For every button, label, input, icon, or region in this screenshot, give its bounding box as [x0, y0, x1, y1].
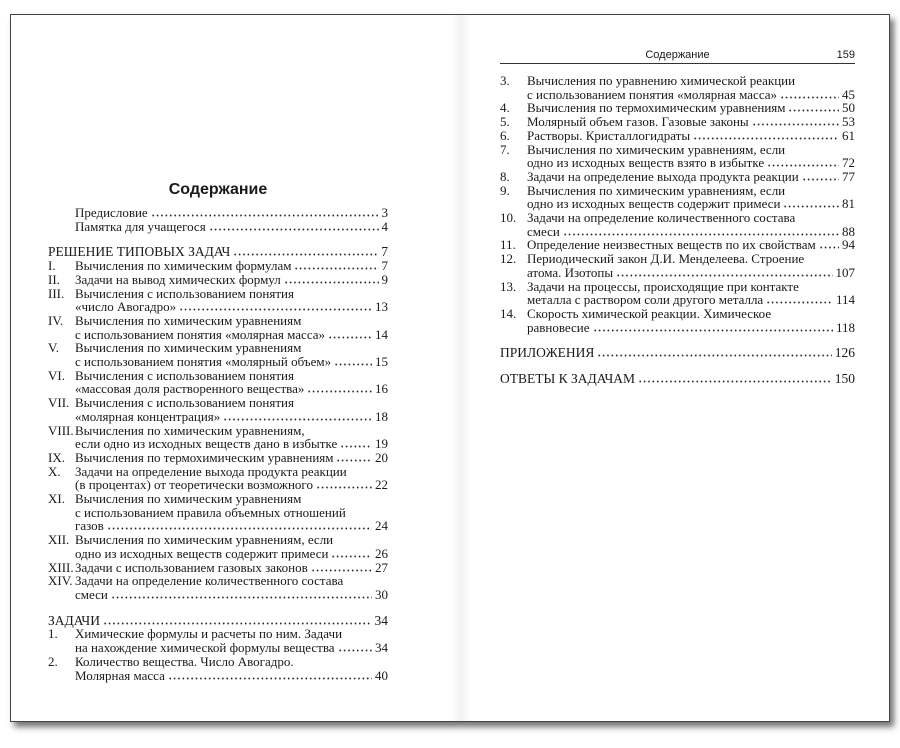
toc-entry[interactable] — [500, 170, 855, 184]
entry-last-line — [75, 206, 388, 220]
entry-page-number: 20 — [375, 449, 388, 465]
entry-number: 1. — [48, 626, 58, 642]
entry-body — [500, 346, 855, 360]
entry-body — [48, 245, 388, 259]
entry-last-line — [527, 238, 855, 252]
entry-body — [527, 280, 855, 307]
entry-body — [527, 211, 855, 238]
toc-entry[interactable] — [500, 211, 855, 238]
entry-title-line: Вычисления по химическим уравнениям, если — [527, 141, 786, 157]
entry-page-number: 40 — [375, 667, 388, 683]
toc-entry[interactable] — [48, 273, 388, 287]
entry-last-line — [75, 561, 388, 575]
entry-page-number: 22 — [375, 477, 388, 493]
entry-body — [527, 252, 855, 279]
book-gutter — [451, 15, 471, 721]
toc-entry[interactable] — [500, 280, 855, 307]
entry-title-line: одно из исходных веществ содержит примеси — [527, 196, 781, 212]
entry-number: 9. — [500, 182, 510, 198]
dot-leader — [209, 222, 379, 231]
dot-leader — [338, 643, 372, 652]
entry-body — [75, 220, 388, 234]
toc-entry[interactable] — [500, 129, 855, 143]
dot-leader — [616, 268, 832, 277]
entry-number: IV. — [48, 312, 64, 328]
entry-last-line — [75, 328, 388, 342]
entry-title-line: Молярный объем газов. Газовые законы — [527, 114, 749, 130]
entry-page-number: 24 — [375, 518, 388, 534]
entry-title-line: атома. Изотопы — [527, 264, 614, 280]
dot-leader — [223, 412, 372, 421]
entry-title-line: газов — [75, 518, 104, 534]
entry-title-line: с использованием понятия «молярная масса» — [75, 326, 326, 342]
entry-last-line — [75, 588, 388, 602]
toc-entry[interactable] — [48, 206, 388, 220]
entry-body — [75, 574, 388, 601]
entry-body — [75, 627, 388, 654]
entry-title-line: Предисловие — [75, 205, 148, 220]
entry-page-number: 45 — [842, 86, 855, 102]
entry-body — [527, 184, 855, 211]
toc-entry[interactable] — [500, 184, 855, 211]
entry-number: VI. — [48, 367, 65, 383]
entry-page-number: 18 — [375, 408, 388, 424]
dot-leader — [151, 208, 379, 217]
entry-title-line: Вычисления по химическим уравнениям — [75, 312, 302, 328]
entry-body — [527, 143, 855, 170]
entry-body — [75, 424, 388, 451]
entry-page-number: 150 — [834, 371, 855, 387]
entry-page-number: 16 — [375, 381, 388, 397]
entry-title-line: Задачи на определение выхода продукта реакции — [527, 168, 799, 184]
entry-title-line: ЗАДАЧИ — [48, 612, 100, 628]
dot-leader — [767, 158, 839, 167]
entry-last-line — [527, 101, 855, 115]
entry-body — [75, 561, 388, 575]
entry-title-line: Скорость химической реакции. Химическое — [527, 305, 772, 321]
entry-title-line: одно из исходных веществ содержит примеси — [75, 545, 329, 561]
entry-title-line: Молярная масса — [75, 667, 165, 683]
entry-body — [75, 259, 388, 273]
entry-title-line: Определение неизвестных веществ по их свойствам — [527, 237, 816, 253]
toc-entry[interactable] — [500, 252, 855, 279]
entry-last-line — [527, 197, 855, 211]
entry-number: VIII. — [48, 422, 74, 438]
entry-last-line — [527, 170, 855, 184]
dot-leader — [819, 240, 839, 249]
entry-number: X. — [48, 463, 61, 479]
entry-page-number: 27 — [375, 559, 388, 575]
entry-number: 5. — [500, 114, 510, 130]
toc-list-right — [500, 74, 855, 386]
dot-leader — [780, 90, 839, 99]
toc-entry[interactable] — [48, 259, 388, 273]
entry-title-line: Вычисления по химическим уравнениям — [75, 340, 302, 356]
toc-entry[interactable] — [500, 238, 855, 252]
entry-last-line — [75, 259, 388, 273]
dot-leader — [307, 384, 372, 393]
entry-title-line: «молярная концентрация» — [75, 408, 221, 424]
entry-number: II. — [48, 271, 60, 287]
entry-number: I. — [48, 258, 56, 274]
toc-entry[interactable] — [48, 533, 388, 560]
entry-body — [75, 369, 388, 396]
entry-number: V. — [48, 340, 59, 356]
dot-leader — [336, 453, 372, 462]
toc-entry[interactable] — [48, 492, 388, 533]
entry-title-line: РЕШЕНИЕ ТИПОВЫХ ЗАДАЧ — [48, 244, 231, 260]
dot-leader — [802, 172, 839, 181]
entry-title-line: Вычисления по химическим уравнениям, если — [527, 182, 786, 198]
toc-entry[interactable] — [48, 561, 388, 575]
entry-page-number: 3 — [381, 205, 388, 220]
entry-last-line — [75, 355, 388, 369]
entry-page-number: 94 — [842, 237, 855, 253]
left-page-contents — [48, 180, 388, 682]
entry-last-line — [527, 115, 855, 129]
dot-leader — [334, 357, 372, 366]
entry-number: XIV. — [48, 573, 73, 589]
entry-number: 4. — [500, 100, 510, 116]
toc-entry[interactable] — [500, 143, 855, 170]
entry-body — [527, 101, 855, 115]
entry-title-line: смеси — [75, 586, 108, 602]
entry-title-line: ОТВЕТЫ К ЗАДАЧАМ — [500, 371, 635, 387]
entry-page-number: 118 — [835, 319, 855, 335]
entry-body — [527, 307, 855, 334]
dot-leader — [111, 590, 372, 599]
entry-title-line: металла с раствором соли другого металла — [527, 292, 764, 308]
entry-title-line: Задачи на определение выхода продукта реакции — [75, 463, 347, 479]
entry-body — [75, 655, 388, 682]
entry-page-number: 13 — [375, 299, 388, 315]
dot-leader — [752, 117, 839, 126]
entry-page-number: 61 — [842, 127, 855, 143]
entry-number: 2. — [48, 653, 58, 669]
dot-leader — [693, 131, 839, 140]
entry-number: 14. — [500, 305, 517, 321]
entry-body — [48, 614, 388, 628]
entry-last-line — [75, 478, 388, 492]
entry-body — [527, 115, 855, 129]
entry-body — [75, 396, 388, 423]
entry-page-number: 53 — [842, 114, 855, 130]
entry-last-line — [500, 372, 855, 386]
entry-page-number: 34 — [375, 640, 388, 656]
toc-entry[interactable] — [48, 451, 388, 465]
entry-body — [75, 206, 388, 220]
entry-last-line — [75, 382, 388, 396]
entry-page-number: 15 — [375, 354, 388, 370]
entry-last-line — [75, 641, 388, 655]
entry-title-line: смеси — [527, 223, 560, 239]
entry-last-line — [75, 451, 388, 465]
running-head — [500, 49, 855, 64]
entry-title-line: Вычисления по термохимическим уравнениям — [527, 100, 786, 116]
entry-page-number: 30 — [375, 586, 388, 602]
entry-title-line: Вычисления по химическим уравнениям, — [75, 422, 305, 438]
entry-body — [75, 273, 388, 287]
entry-title-line: Вычисления по термохимическим уравнениям — [75, 449, 334, 465]
dot-leader — [284, 275, 379, 284]
dot-leader — [788, 103, 839, 112]
entry-page-number: 4 — [381, 218, 388, 234]
entry-title-line: с использованием понятия «молярная масса» — [527, 86, 778, 102]
entry-title-line: «массовая доля растворенного вещества» — [75, 381, 305, 397]
entry-title-line: Задачи на вывод химических формул — [75, 271, 281, 287]
entry-number: 10. — [500, 210, 517, 226]
entry-last-line — [75, 669, 388, 683]
toc-entry[interactable] — [48, 314, 388, 341]
entry-page-number: 72 — [842, 155, 855, 171]
toc-entry[interactable] — [48, 396, 388, 423]
entry-last-line — [75, 547, 388, 561]
entry-last-line — [527, 321, 855, 335]
entry-title-line: Вычисления по химическим формулам — [75, 258, 292, 274]
entry-page-number: 126 — [834, 345, 855, 361]
entry-body — [75, 465, 388, 492]
entry-body — [75, 533, 388, 560]
toc-entry[interactable] — [500, 74, 855, 101]
entry-title-line: одно из исходных веществ взято в избытке — [527, 155, 765, 171]
entry-number: XII. — [48, 532, 70, 548]
entry-body — [500, 372, 855, 386]
entry-number — [48, 206, 75, 220]
entry-last-line — [48, 614, 388, 628]
toc-section[interactable] — [48, 245, 388, 259]
entry-body — [527, 170, 855, 184]
entry-title-line: Задачи на определение количественного состава — [75, 573, 344, 589]
toc-entry[interactable] — [48, 369, 388, 396]
entry-body — [75, 451, 388, 465]
entry-last-line — [527, 156, 855, 170]
dot-leader — [107, 521, 372, 530]
entry-page-number: 114 — [835, 292, 855, 308]
entry-body — [75, 341, 388, 368]
entry-page-number: 14 — [375, 326, 388, 342]
entry-last-line — [527, 293, 855, 307]
toc-section[interactable] — [48, 614, 388, 628]
page-number: 159 — [836, 49, 855, 61]
entry-title-line: Вычисления с использованием понятия — [75, 395, 294, 411]
toc-entry[interactable] — [500, 101, 855, 115]
entry-title-line: Задачи на процессы, происходящие при контакте — [527, 278, 799, 294]
toc-entry[interactable] — [500, 307, 855, 334]
entry-body — [75, 287, 388, 314]
dot-leader — [168, 671, 372, 680]
entry-title-line: Периодический закон Д.И. Менделеева. Строение — [527, 251, 805, 267]
entry-page-number: 50 — [842, 100, 855, 116]
entry-page-number: 107 — [835, 264, 855, 280]
entry-title-line: если одно из исходных веществ дано в избытке — [75, 436, 338, 452]
entry-body — [75, 492, 388, 533]
entry-page-number: 88 — [842, 223, 855, 239]
toc-entry[interactable] — [48, 627, 388, 654]
entry-body — [527, 238, 855, 252]
dot-leader — [766, 295, 833, 304]
toc-section[interactable] — [500, 372, 855, 386]
entry-page-number: 81 — [842, 196, 855, 212]
entry-title-line: (в процентах) от теоретически возможного — [75, 477, 313, 493]
entry-number — [48, 220, 75, 234]
dot-leader — [593, 323, 833, 332]
entry-last-line — [75, 519, 388, 533]
toc-entry[interactable] — [48, 220, 388, 234]
entry-number: 8. — [500, 168, 510, 184]
toc-entry[interactable] — [500, 115, 855, 129]
entry-body — [75, 314, 388, 341]
entry-number: III. — [48, 285, 65, 301]
entry-title-line: Вычисления с использованием понятия — [75, 285, 294, 301]
entry-page-number: 34 — [374, 612, 388, 628]
entry-page-number: 9 — [381, 271, 388, 287]
entry-title-line: с использованием правила объемных отношений — [75, 504, 346, 520]
dot-leader — [597, 348, 831, 357]
entry-title-line: Задачи на определение количественного состава — [527, 210, 796, 226]
entry-last-line — [527, 266, 855, 280]
entry-last-line — [75, 437, 388, 451]
entry-number: 13. — [500, 278, 517, 294]
dot-leader — [103, 616, 372, 625]
dot-leader — [294, 261, 378, 270]
entry-last-line — [75, 273, 388, 287]
entry-page-number: 7 — [381, 244, 388, 260]
entry-last-line — [527, 225, 855, 239]
dot-leader — [563, 227, 839, 236]
entry-title-line: Вычисления по химическим уравнениям, если — [75, 532, 334, 548]
entry-page-number: 77 — [842, 168, 855, 184]
entry-title-line: Химические формулы и расчеты по ним. Задачи — [75, 626, 343, 642]
dot-leader — [331, 549, 372, 558]
entry-page-number: 26 — [375, 545, 388, 561]
entry-number: 7. — [500, 141, 510, 157]
dot-leader — [340, 439, 372, 448]
entry-title-line: Растворы. Кристаллогидраты — [527, 127, 691, 143]
entry-number: 6. — [500, 127, 510, 143]
toc-section[interactable] — [500, 346, 855, 360]
running-head-title: Содержание — [645, 49, 710, 61]
entry-last-line — [527, 88, 855, 102]
entry-title-line: Вычисления с использованием понятия — [75, 367, 294, 383]
entry-title-line: Вычисления по уравнению химической реакции — [527, 73, 796, 88]
entry-title-line: Памятка для учащегося — [75, 218, 206, 234]
entry-number: 3. — [500, 73, 510, 88]
entry-title-line: Количество вещества. Число Авогадро. — [75, 653, 294, 669]
dot-leader — [233, 247, 378, 256]
dot-leader — [638, 374, 832, 383]
toc-entry[interactable] — [48, 341, 388, 368]
entry-number: 11. — [500, 237, 516, 253]
dot-leader — [311, 563, 372, 572]
entry-last-line — [527, 129, 855, 143]
toc-list-left — [48, 206, 388, 682]
entry-title-line: равновесие — [527, 319, 590, 335]
entry-page-number: 7 — [381, 258, 388, 274]
entry-last-line — [500, 346, 855, 360]
entry-title-line: Вычисления по химическим уравнениям — [75, 491, 302, 507]
entry-title-line: с использованием понятия «молярный объем» — [75, 354, 332, 370]
entry-title-line: «число Авогадро» — [75, 299, 177, 315]
entry-page-number: 19 — [375, 436, 388, 452]
entry-title-line: Задачи с использованием газовых законов — [75, 559, 308, 575]
page-title: Содержание — [168, 181, 268, 198]
toc-entry[interactable] — [48, 655, 388, 682]
dot-leader — [179, 302, 372, 311]
entry-last-line — [75, 220, 388, 234]
entry-body — [527, 129, 855, 143]
entry-title-line: на нахождение химической формулы вещества — [75, 640, 335, 656]
entry-number: 12. — [500, 251, 517, 267]
toc-entry[interactable] — [48, 424, 388, 451]
entry-number: XIII. — [48, 559, 74, 575]
dot-leader — [316, 480, 372, 489]
right-page-contents — [500, 74, 855, 386]
entry-number: XI. — [48, 491, 65, 507]
entry-last-line — [75, 300, 388, 314]
dot-leader — [328, 330, 372, 339]
toc-entry[interactable] — [48, 574, 388, 601]
entry-last-line — [48, 245, 388, 259]
toc-entry[interactable] — [48, 465, 388, 492]
dot-leader — [783, 199, 839, 208]
entry-body — [527, 74, 855, 101]
entry-title-line: ПРИЛОЖЕНИЯ — [500, 345, 595, 361]
entry-number: IX. — [48, 449, 65, 465]
toc-entry[interactable] — [48, 287, 388, 314]
entry-number: VII. — [48, 395, 70, 411]
entry-last-line — [75, 410, 388, 424]
